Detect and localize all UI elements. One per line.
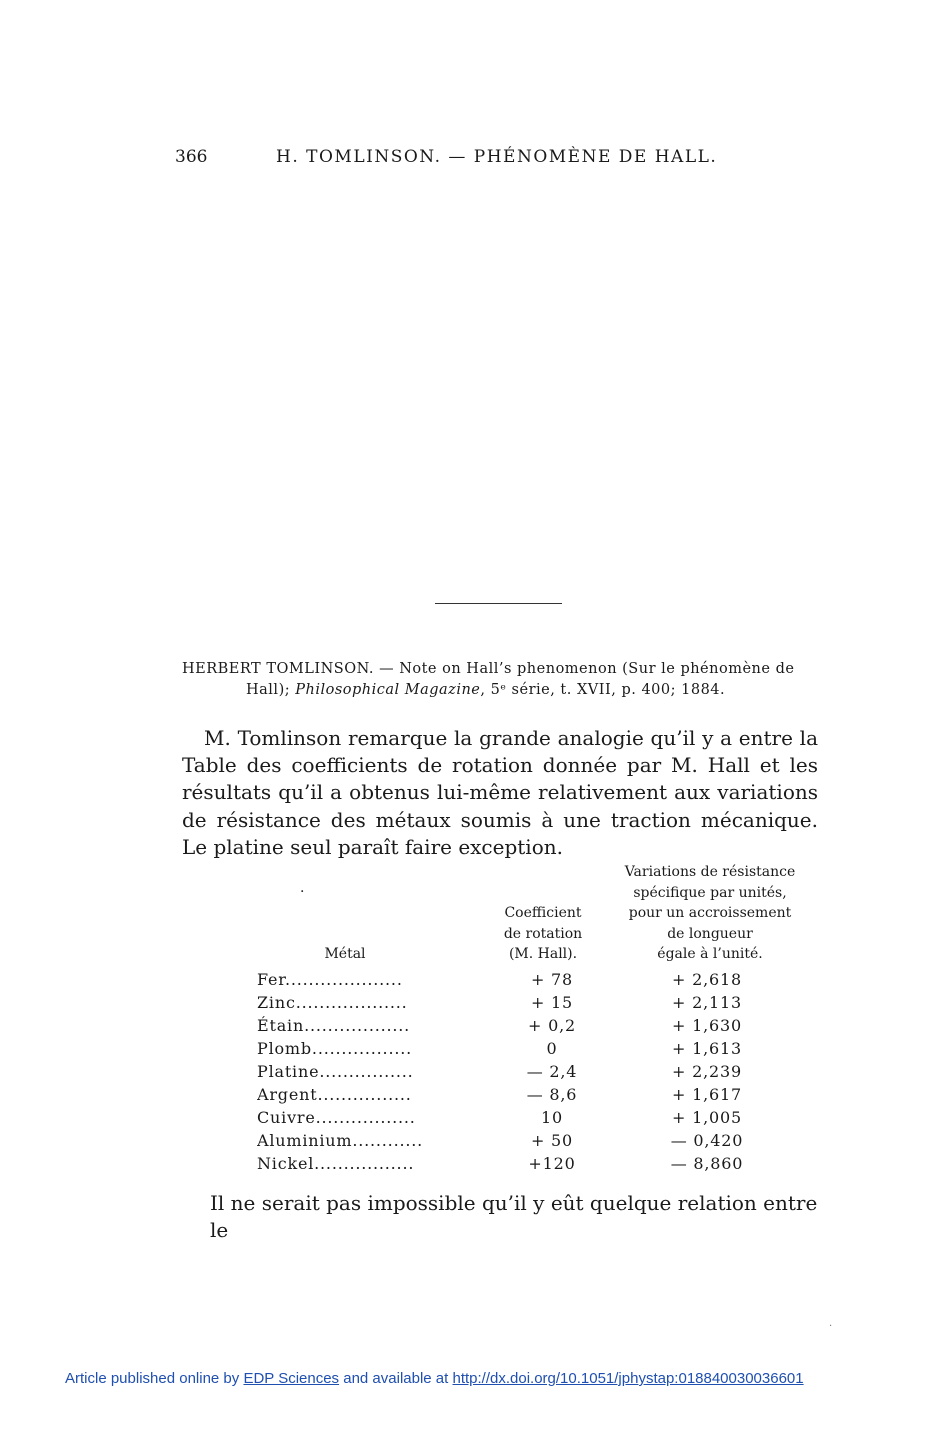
resistance-variation: — 8,860 <box>670 1154 744 1173</box>
header-var-line-3: pour un accroissement <box>628 905 792 921</box>
resistance-variation: + 2,239 <box>672 1062 742 1081</box>
rotation-coefficient: — 8,6 <box>526 1085 578 1104</box>
rotation-coefficient: 0 <box>546 1039 558 1058</box>
paragraph-2 <box>210 1190 822 1244</box>
table-row <box>257 1154 817 1177</box>
paragraph-1-text: M. Tomlinson remarque la grande analogie qu’il y a entre la Table des coefficients de rotation donnée par M. Hall et les résultats qu’il a obtenus lui-même relativement aux variations de résistance des métaux soumis à une traction mécanique. Le platine seul paraît faire exception. <box>182 726 818 859</box>
rotation-coefficient: +120 <box>528 1154 576 1173</box>
header-coefficient <box>480 903 606 965</box>
scan-speck: · <box>829 1321 833 1332</box>
citation-prefix: Hall); <box>246 682 296 698</box>
header-coef-line-1: Coefficient <box>504 905 582 921</box>
citation-line-2 <box>182 680 822 701</box>
metal-name: Argent................ <box>257 1085 412 1104</box>
rotation-coefficient: + 15 <box>530 993 574 1012</box>
rotation-coefficient: + 78 <box>530 970 574 989</box>
rotation-coefficient: + 50 <box>530 1131 574 1150</box>
paragraph-2-text: Il ne serait pas impossible qu’il y eût quelque relation entre le <box>210 1191 818 1242</box>
page-header <box>0 147 930 171</box>
running-head: H. TOMLINSON. — PHÉNOMÈNE DE HALL. <box>276 147 718 167</box>
metal-name: Cuivre................. <box>257 1108 416 1127</box>
table-row <box>257 970 817 993</box>
resistance-variation: + 1,617 <box>672 1085 742 1104</box>
journal-title: Philosophical Magazine <box>295 682 481 698</box>
page-number: 366 <box>175 147 208 167</box>
resistance-variation: + 2,618 <box>672 970 742 989</box>
header-variations <box>605 862 815 965</box>
footer-prefix: Article published online by <box>65 1370 244 1387</box>
metal-name: Étain.................. <box>257 1016 411 1035</box>
stray-dot: · <box>300 884 305 900</box>
header-coef-line-3: (M. Hall). <box>508 946 578 962</box>
table-row <box>257 993 817 1016</box>
resistance-variation: + 2,113 <box>672 993 742 1012</box>
citation <box>182 659 822 701</box>
table-row <box>257 1016 817 1039</box>
section-divider <box>435 603 562 604</box>
metal-name: Plomb................. <box>257 1039 412 1058</box>
resistance-variation: + 1,613 <box>672 1039 742 1058</box>
header-var-line-1: Variations de résistance <box>624 864 796 880</box>
header-var-line-5: égale à l’unité. <box>657 946 763 962</box>
rotation-coefficient: — 2,4 <box>526 1062 578 1081</box>
metal-name: Nickel................. <box>257 1154 415 1173</box>
metal-name: Fer.................... <box>257 970 403 989</box>
metal-name: Aluminium............ <box>257 1131 423 1150</box>
header-var-line-4: de longueur <box>667 925 753 942</box>
resistance-variation: + 1,630 <box>672 1016 742 1035</box>
header-var-line-2: spécifique par unités, <box>633 884 787 901</box>
metal-name: Zinc................... <box>257 993 408 1012</box>
table-row <box>257 1039 817 1062</box>
publication-footer <box>65 1370 865 1387</box>
footer-middle: and available at <box>339 1370 453 1387</box>
rotation-coefficient: + 0,2 <box>528 1016 576 1035</box>
table-row <box>257 1062 817 1085</box>
table-row <box>257 1108 817 1131</box>
resistance-variation: + 1,005 <box>672 1108 742 1127</box>
header-coef-line-2: de rotation <box>503 925 583 942</box>
header-metal <box>300 944 390 965</box>
table-row <box>257 1131 817 1154</box>
citation-suffix: , 5ᵉ série, t. XVII, p. 400; 1884. <box>480 682 726 698</box>
rotation-coefficient: 10 <box>541 1108 563 1127</box>
doi-link[interactable]: http://dx.doi.org/10.1051/jphystap:018840030036601 <box>452 1370 804 1387</box>
header-metal-label: Métal <box>324 946 366 962</box>
paragraph-1 <box>182 725 818 861</box>
publisher-link[interactable]: EDP Sciences <box>243 1370 340 1387</box>
citation-line-1: HERBERT TOMLINSON. — Note on Hall’s phenomenon (Sur le phénomène de <box>182 661 795 677</box>
metal-name: Platine................ <box>257 1062 414 1081</box>
resistance-variation: — 0,420 <box>670 1131 744 1150</box>
table-row <box>257 1085 817 1108</box>
